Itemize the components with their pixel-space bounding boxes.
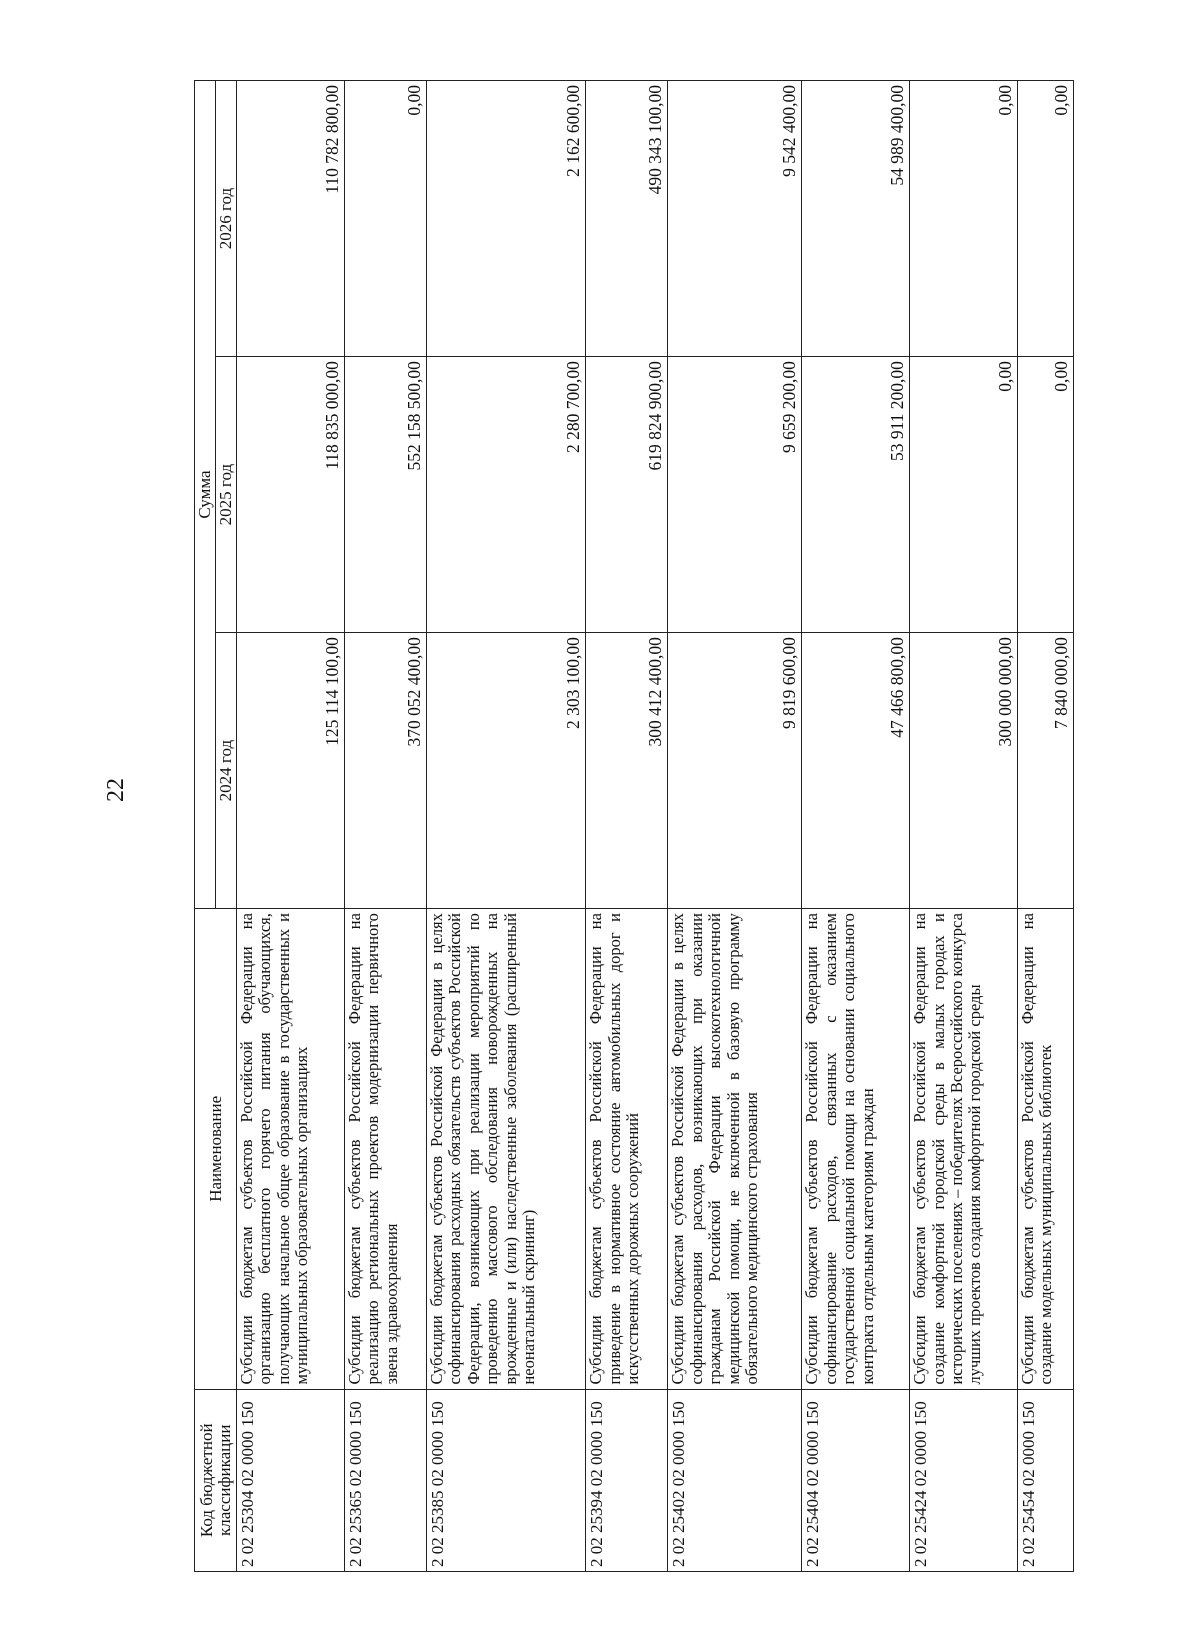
- row-amount-2026: 54 989 400,00: [802, 81, 910, 357]
- row-amount-2026: 0,00: [910, 81, 1018, 357]
- table-row: [1017, 81, 1073, 1572]
- table-row: [237, 81, 345, 1572]
- header-sum: Сумма: [195, 81, 216, 909]
- row-amount-2026: 110 782 800,00: [237, 81, 345, 357]
- row-code: 2 02 25402 02 0000 150: [668, 1389, 802, 1571]
- row-amount-2024: 2 303 100,00: [426, 633, 586, 909]
- row-name: Субсидии бюджетам субъектов Российской Федерации в целях софинансирования расходных обязательств субъектов Российской Федерации, возникающих при реализации мероприятий по проведению массового обследования новорожденных на врожденные и (или) наследственные заболевания (расширенный неонатальный скрининг): [426, 909, 586, 1389]
- table-row: [586, 81, 668, 1572]
- row-name: Субсидии бюджетам субъектов Российской Федерации на организацию бесплатного горячего питания обучающихся, получающих начальное общее образование в государственных и муниципальных образовательных организациях: [237, 909, 345, 1389]
- row-amount-2024: 300 000 000,00: [910, 633, 1018, 909]
- row-name: Субсидии бюджетам субъектов Российской Федерации на софинансирование расходов, связанных с оказанием государственной социальной помощи на основании социального контракта отдельным категориям граждан: [802, 909, 910, 1389]
- row-amount-2026: 490 343 100,00: [586, 81, 668, 357]
- row-amount-2025: 552 158 500,00: [344, 357, 426, 633]
- table-row: [344, 81, 426, 1572]
- row-code: 2 02 25424 02 0000 150: [910, 1389, 1018, 1571]
- table-row: [802, 81, 910, 1572]
- row-code: 2 02 25365 02 0000 150: [344, 1389, 426, 1571]
- row-amount-2025: 118 835 000,00: [237, 357, 345, 633]
- row-amount-2025: 53 911 200,00: [802, 357, 910, 633]
- row-amount-2025: 619 824 900,00: [586, 357, 668, 633]
- row-name: Субсидии бюджетам субъектов Российской Федерации на создание модельных муниципальных библиотек: [1017, 909, 1073, 1389]
- row-amount-2025: 9 659 200,00: [668, 357, 802, 633]
- header-year-2025: 2025 год: [216, 357, 237, 633]
- row-code: 2 02 25385 02 0000 150: [426, 1389, 586, 1571]
- row-code: 2 02 25454 02 0000 150: [1017, 1389, 1073, 1571]
- header-name: Наименование: [195, 909, 237, 1389]
- row-name: Субсидии бюджетам субъектов Российской Федерации на приведение в нормативное состояние автомобильных дорог и искусственных дорожных сооружений: [586, 909, 668, 1389]
- page-number: 22: [103, 778, 129, 802]
- row-amount-2024: 9 819 600,00: [668, 633, 802, 909]
- row-amount-2026: 0,00: [1017, 81, 1073, 357]
- row-name: Субсидии бюджетам субъектов Российской Федерации на создание комфортной городской среды в малых городах и исторических поселениях – победителях Всероссийского конкурса лучших проектов создания комфортной городской среды: [910, 909, 1018, 1389]
- row-amount-2024: 47 466 800,00: [802, 633, 910, 909]
- header-code: Код бюджетной классификации: [195, 1389, 237, 1571]
- row-amount-2025: 2 280 700,00: [426, 357, 586, 633]
- row-amount-2024: 125 114 100,00: [237, 633, 345, 909]
- header-year-2026: 2026 год: [216, 81, 237, 357]
- row-amount-2024: 7 840 000,00: [1017, 633, 1073, 909]
- row-amount-2024: 370 052 400,00: [344, 633, 426, 909]
- row-amount-2026: 2 162 600,00: [426, 81, 586, 357]
- row-amount-2025: 0,00: [1017, 357, 1073, 633]
- row-name: Субсидии бюджетам субъектов Российской Федерации на реализацию региональных проектов модернизации первичного звена здравоохранения: [344, 909, 426, 1389]
- table-row: [426, 81, 586, 1572]
- row-code: 2 02 25394 02 0000 150: [586, 1389, 668, 1571]
- budget-table: [194, 80, 1074, 1572]
- row-amount-2026: 9 542 400,00: [668, 81, 802, 357]
- header-year-2024: 2024 год: [216, 633, 237, 909]
- row-amount-2026: 0,00: [344, 81, 426, 357]
- table-row: [910, 81, 1018, 1572]
- row-amount-2024: 300 412 400,00: [586, 633, 668, 909]
- table-row: [668, 81, 802, 1572]
- row-name: Субсидии бюджетам субъектов Российской Федерации в целях софинансирования расходов, возникающих при оказании гражданам Российской Федерации высокотехнологичной медицинской помощи, не включенной в базовую программу обязательного медицинского страхования: [668, 909, 802, 1389]
- row-code: 2 02 25404 02 0000 150: [802, 1389, 910, 1571]
- row-amount-2025: 0,00: [910, 357, 1018, 633]
- row-code: 2 02 25304 02 0000 150: [237, 1389, 345, 1571]
